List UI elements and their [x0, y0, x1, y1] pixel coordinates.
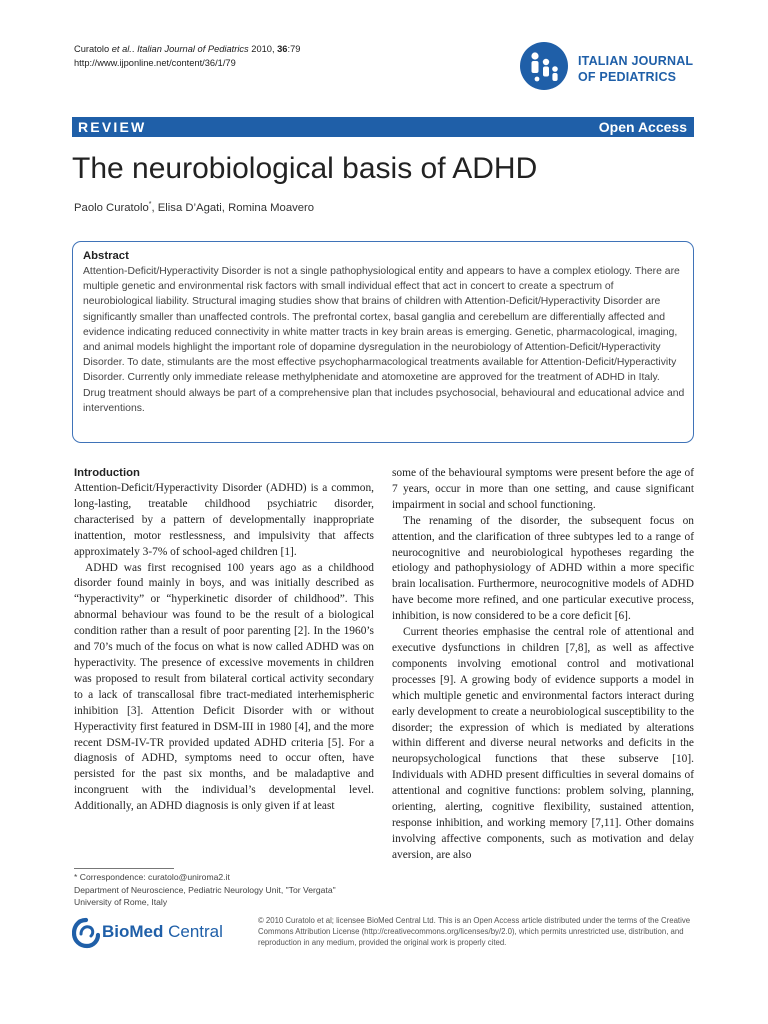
- corresponding-author: Paolo Curatolo: [74, 201, 149, 214]
- journal-logo-text: [578, 53, 693, 85]
- publisher-logo[interactable]: [72, 917, 232, 949]
- paragraph: The renaming of the disorder, the subsequent focus on attention, and the clarification of three subtypes led to a range of neurocognitive and neurobiological hypotheses regarding the etiology and pathophysiology of ADHD within a more specific brain localisation. Furthermore, neurocognitive models of ADHD have become more refined, and one particular executive process, inhibition, is now considered to be a core deficit [6].: [392, 514, 694, 623]
- article-url[interactable]: http://www.ijponline.net/content/36/1/79: [74, 58, 236, 68]
- abstract-box: [72, 241, 694, 443]
- open-access-label: Open Access: [598, 119, 687, 135]
- journal-logo[interactable]: [520, 42, 700, 92]
- author-list: [74, 201, 314, 214]
- citation-header: [74, 42, 300, 70]
- publisher-logo-bold: BioMed: [102, 922, 164, 941]
- license-statement: © 2010 Curatolo et al; licensee BioMed Central Ltd. This is an Open Access article distributed under the terms of the Creative Commons Attribution License (http://creativecommons.org/licenses/by/2.0), which permits unrestricted use, distribution, and reproduction in any medium, provided the original work is properly cited.: [258, 916, 691, 947]
- paragraph: Attention-Deficit/Hyperactivity Disorder (ADHD) is a common, long-lasting, treatable childhood psychiatric disorder, characterised by a pattern of developmentally inappropriate inattention, motor restlessness, and impulsivity that affects approximately 3-7% of school-aged children [1].: [74, 482, 374, 558]
- journal-logo-line2: OF PEDIATRICS: [578, 70, 677, 84]
- article-type-label: REVIEW: [78, 119, 147, 135]
- body-column-right: [392, 466, 694, 864]
- correspondence-mark: *: [148, 201, 152, 208]
- affiliation-department: Department of Neuroscience, Pediatric Neurology Unit, "Tor Vergata": [74, 884, 336, 895]
- footnote-rule: [74, 868, 174, 869]
- abstract-heading: Abstract: [83, 250, 129, 262]
- affiliation-university: University of Rome, Italy: [74, 897, 168, 907]
- paragraph: some of the behavioural symptoms were present before the age of 7 years, occur in more than one setting, and cause significant impairment in social and school functioning.: [392, 467, 694, 511]
- footnote: [74, 871, 384, 909]
- journal-logo-line1: ITALIAN JOURNAL: [578, 54, 694, 68]
- citation-line: Curatolo et al.. Italian Journal of Pediatrics 2010, 36:79: [74, 44, 301, 54]
- coauthors: , Elisa D’Agati, Romina Moavero: [151, 201, 315, 214]
- section-heading-introduction: Introduction: [74, 467, 140, 479]
- citation-authors: Curatolo: [74, 44, 110, 54]
- paragraph: Current theories emphasise the central role of attentional and executive dysfunctions in children [7,8], as well as affective components involving emotional control and motivational processes [9]. A growing body of evidence supports a model in which multiple genetic and environmental factors interact during early development to create a neurobiological susceptibility to the disorder; the expression of which is mediated by alterations within different and diverse neural networks and deficits in the neuropsychological functions that these subserve [10]. Individuals with ADHD present difficulties in several domains of attentional and cognitive functions: problem solving, planning, orienting, alerting, cognitive flexibility, sustained attention, response inhibition, and working memory [7,11]. Other domains involving affective components, such as motivation and delay aversion, are also: [392, 626, 694, 861]
- body-column-left: [74, 466, 374, 815]
- paragraph: ADHD was first recognised 100 years ago as a childhood disorder found mainly in boys, and was initially described as “hyperactivity” or “hyperkinetic disorder of childhood”. This abnormal behaviour was found to be the result of a biological condition rather than a result of poor parenting [2]. In the 1960’s and 70’s much of the focus on what is now called ADHD was on hyperactivity. The presence of excessive movements in children was proposed to result from bilateral cortical activity secondary to a lack of transcallosal fibre tract-mediated interhemispheric inhibition [3]. Attention Deficit Disorder with or without Hyperactivity first featured in DSM-III in 1980 [4], and the more recent DSM-IV-TR provided updated ADHD criteria [5]. For a diagnosis of ADHD, symptoms need to occur often, have persisted for the past six months, and be maladaptive and incongruent with the individual’s developmental level. Additionally, an ADHD diagnosis is only given if at least: [74, 561, 374, 813]
- correspondence-email[interactable]: * Correspondence: curatolo@uniroma2.it: [74, 872, 230, 882]
- children-emblem-icon: [520, 42, 568, 90]
- citation-volume: 36: [277, 44, 288, 54]
- abstract-text: Attention-Deficit/Hyperactivity Disorder is not a single pathophysiological entity and appears to have a complex etiology. There are multiple genetic and environmental risk factors with small individual effect that act in concert to create a spectrum of neurobiological liability. Structural imaging studies show that brains of children with Attention-Deficit/Hyperactivity Disorder are significantly smaller than unaffected controls. The prefrontal cortex, basal ganglia and cerebellum are differentially affected and evidence indicating reduced connectivity in white matter tracts in key brain areas is emerging. Genetic, pharmacological, imaging, and animal models highlight the important role of dopamine dysregulation in the neurobiology of Attention-Deficit/Hyperactivity Disorder. To date, stimulants are the most effective psychopharmacological treatments available for Attention-Deficit/Hyperactivity Disorder. Currently only immediate release methylphenidate and atomoxetine are approved for the treatment of ADHD in Italy. Drug treatment should always be part of a comprehensive plan that includes psychosocial, behavioural and educational advice and interventions.: [83, 266, 685, 414]
- biomed-central-swirl-icon: [72, 917, 100, 949]
- citation-journal: Italian Journal of Pediatrics: [137, 44, 249, 54]
- publisher-logo-text: [102, 922, 223, 942]
- citation-etal: et al.: [111, 44, 132, 54]
- citation-article: :79: [287, 44, 301, 54]
- article-title: The neurobiological basis of ADHD: [72, 152, 538, 185]
- citation-year: 2010,: [251, 44, 275, 54]
- article-type-banner: [72, 117, 694, 137]
- publisher-logo-light: Central: [163, 922, 223, 941]
